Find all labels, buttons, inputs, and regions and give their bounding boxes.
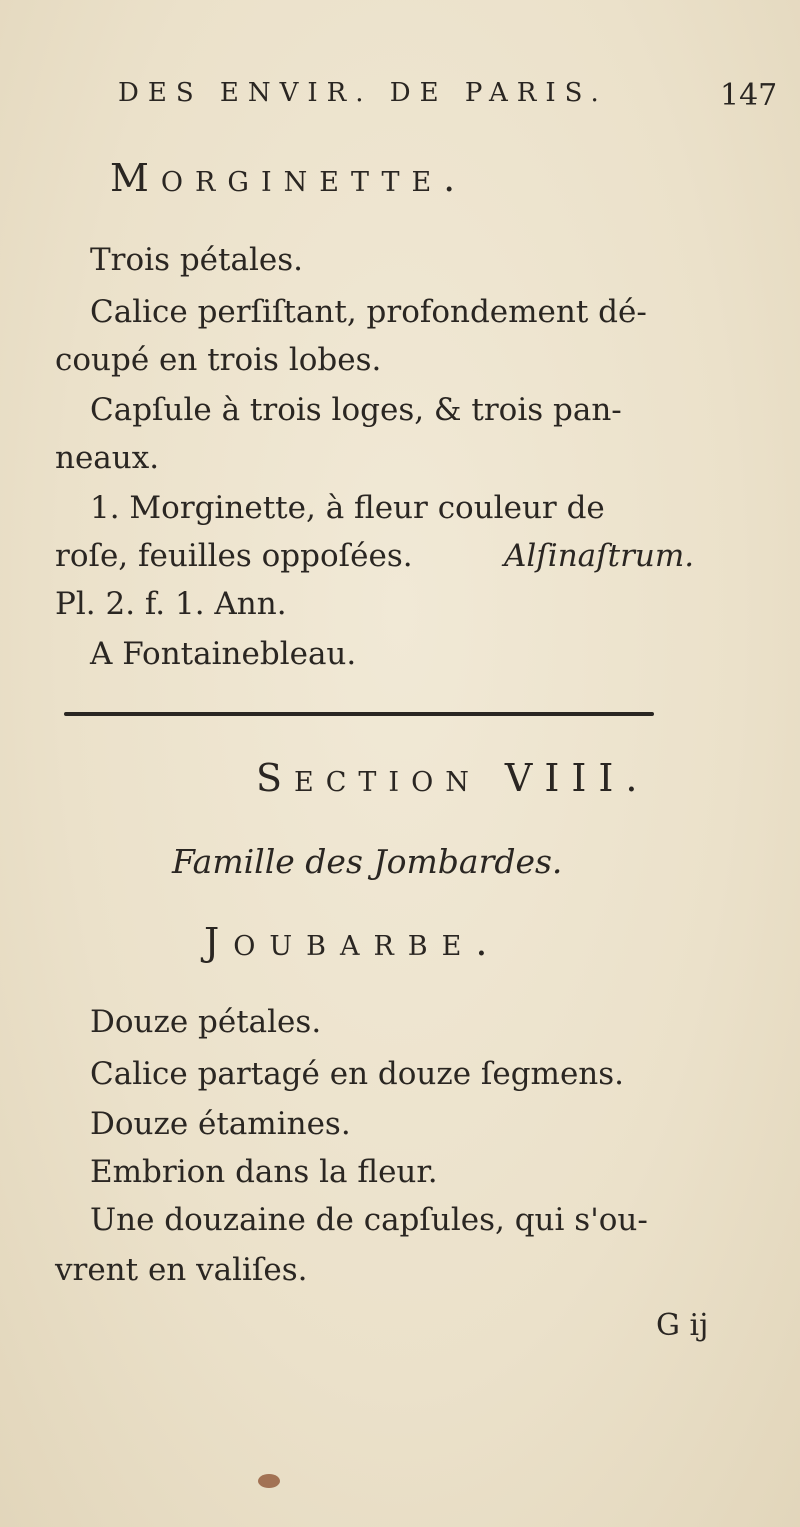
latin-name: Alſinaſtrum.	[504, 538, 695, 574]
text-line: A Fontainebleau.	[90, 636, 357, 672]
ink-blot-ornament	[258, 1474, 280, 1488]
text-line: Douze étamines.	[90, 1106, 351, 1142]
page-number: 147	[720, 78, 778, 113]
section-rule	[64, 712, 654, 716]
text-line: 1. Morginette, à fleur couleur de	[90, 490, 605, 526]
family-heading: Famille des Jombardes.	[172, 842, 563, 881]
text-line: Une douzaine de capſules, qui s'ou-	[90, 1202, 648, 1238]
section-heading: Section VIII.	[256, 756, 650, 800]
text-line: neaux.	[55, 440, 160, 476]
text-line: Douze pétales.	[90, 1004, 322, 1040]
signature-mark: G ij	[656, 1308, 709, 1343]
genus-heading: Joubarbe.	[204, 920, 502, 964]
text-line: coupé en trois lobes.	[55, 342, 382, 378]
text-line: Capſule à trois loges, & trois pan-	[90, 392, 622, 428]
text-line: Calice perſiſtant, profondement dé-	[90, 294, 647, 330]
text-line: Calice partagé en douze ſegmens.	[90, 1056, 625, 1092]
text-line: Trois pétales.	[90, 242, 303, 278]
text-line: vrent en valiſes.	[55, 1252, 308, 1288]
entry-title: Morginette.	[110, 156, 468, 200]
text-line: roſe, feuilles oppoſées.	[55, 538, 413, 574]
text-line: Embrion dans la fleur.	[90, 1154, 438, 1190]
running-head: DES ENVIR. DE PARIS.	[118, 78, 608, 108]
text-line: Pl. 2. f. 1. Ann.	[55, 586, 287, 622]
